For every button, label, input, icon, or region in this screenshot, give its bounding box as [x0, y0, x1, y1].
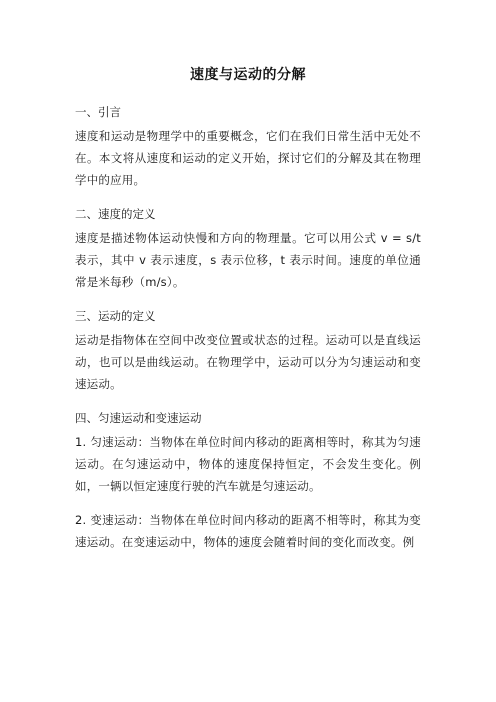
- section-paragraph: 运动是指物体在空间中改变位置或状态的过程。运动可以是直线运动，也可以是曲线运动。在物理学中，运动可以分为匀速运动和变速运动。: [75, 333, 421, 391]
- section-speed-definition: [75, 206, 421, 293]
- section-paragraph: 1. 匀速运动：当物体在单位时间内移动的距离相等时，称其为匀速运动。在匀速运动中，物体的速度保持恒定，不会发生变化。例如，一辆以恒定速度行驶的汽车就是匀速运动。: [75, 435, 421, 493]
- section-heading: 一、引言: [75, 105, 121, 119]
- section-paragraph: 速度和运动是物理学中的重要概念，它们在我们日常生活中无处不在。本文将从速度和运动的定义开始，探讨它们的分解及其在物理学中的应用。: [75, 129, 421, 187]
- section-heading: 三、运动的定义: [75, 309, 156, 323]
- document-title: 速度与运动的分解: [190, 67, 306, 83]
- section-heading: 四、匀速运动和变速运动: [75, 411, 202, 425]
- section-introduction: [75, 104, 421, 191]
- section-heading: 二、速度的定义: [75, 207, 156, 221]
- section-motion-definition: [75, 308, 421, 395]
- section-paragraph: 速度是描述物体运动快慢和方向的物理量。它可以用公式 v = s/t 表示，其中 v 表示速度，s 表示位移，t 表示时间。速度的单位通常是米每秒（m/s）。: [75, 231, 421, 289]
- document-body: [75, 104, 421, 565]
- section-uniform-and-variable-motion: [75, 410, 421, 553]
- section-paragraph: 2. 变速运动：当物体在单位时间内移动的距离不相等时，称其为变速运动。在变速运动中，物体的速度会随着时间的变化而改变。例: [75, 513, 421, 549]
